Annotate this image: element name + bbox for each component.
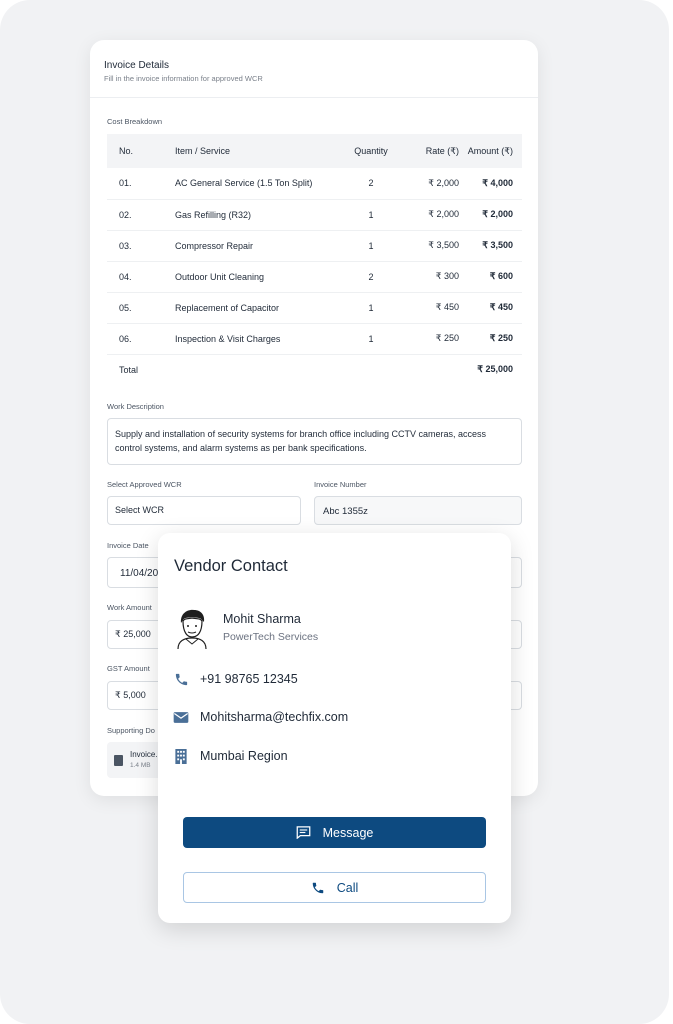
select-wcr-label: Select Approved WCR [107,480,182,489]
vendor-region: Mumbai Region [200,749,288,763]
row-amount: ₹ 2,000 [459,199,522,230]
vendor-name: Mohit Sharma [223,612,301,626]
message-icon [296,826,311,839]
row-rate: ₹ 450 [401,292,459,323]
cost-breakdown-label: Cost Breakdown [107,117,163,126]
column-header-rate: Rate (₹) [425,145,459,156]
email-icon [173,709,189,725]
row-no: 01. [107,168,175,199]
invoice-date-label: Invoice Date [107,541,149,550]
row-item: Gas Refilling (R32) [175,199,341,230]
row-quantity: 1 [341,230,401,261]
invoice-date-field[interactable]: 11/04/20 [107,557,301,588]
call-button[interactable] [183,872,486,903]
row-amount: ₹ 3,500 [459,230,522,261]
row-no: 05. [107,292,175,323]
column-header-amount: Amount (₹) [467,145,513,156]
row-item: Outdoor Unit Cleaning [175,261,341,292]
table-row [107,168,522,199]
work-amount-label: Work Amount [107,603,152,612]
column-header-item: Item / Service [175,146,231,156]
column-header-no: No. [119,146,134,156]
table-total-row [107,354,522,385]
row-amount: ₹ 250 [459,323,522,354]
message-button[interactable] [183,817,486,848]
table-row [107,230,522,261]
invoice-header [90,40,538,98]
total-value: ₹ 25,000 [477,364,513,375]
call-button-label: Call [336,880,359,895]
gst-amount-label: GST Amount [107,664,150,673]
vendor-company: PowerTech Services [223,631,319,643]
avatar [174,607,210,649]
row-amount: ₹ 4,000 [459,168,522,199]
call-icon [311,881,325,895]
building-icon [173,748,189,764]
table-row [107,199,522,230]
row-item: Inspection & Visit Charges [175,323,341,354]
message-button-label: Message [322,825,374,840]
invoice-number-field[interactable]: Abc 1355z [314,496,522,525]
row-amount: ₹ 600 [459,261,522,292]
select-wcr-dropdown[interactable]: Select WCR [107,496,301,525]
row-item: AC General Service (1.5 Ton Split) [175,168,341,199]
row-item: Replacement of Capacitor [175,292,341,323]
vendor-phone-row[interactable] [173,669,298,689]
table-row [107,323,522,354]
row-rate: ₹ 250 [401,323,459,354]
row-no: 04. [107,261,175,292]
row-no: 06. [107,323,175,354]
vendor-contact-title: Vendor Contact [174,557,288,575]
vendor-email: Mohitsharma@techfix.com [200,710,349,724]
row-item: Compressor Repair [175,230,341,261]
row-quantity: 1 [341,292,401,323]
document-name: Invoice. [130,750,158,759]
supporting-docs-label: Supporting Do [107,726,155,735]
vendor-region-row [173,746,288,766]
document-size: 1.4 MB [130,762,151,769]
row-quantity: 1 [341,323,401,354]
row-rate: ₹ 2,000 [401,168,459,199]
row-rate: ₹ 2,000 [401,199,459,230]
work-description-label: Work Description [107,402,164,411]
row-rate: ₹ 300 [401,261,459,292]
pdf-file-icon [114,755,123,766]
invoice-title: Invoice Details [104,60,170,71]
row-no: 03. [107,230,175,261]
total-label: Total [119,364,139,375]
vendor-phone: +91 98765 12345 [200,672,298,686]
vendor-email-row[interactable] [173,707,348,727]
row-quantity: 2 [341,168,401,199]
cost-breakdown-table [107,134,522,385]
column-header-quantity: Quantity [354,146,388,156]
row-amount: ₹ 450 [459,292,522,323]
table-header-row [107,134,522,168]
row-quantity: 2 [341,261,401,292]
work-description-field[interactable]: Supply and installation of security systems for branch office including CCTV cameras, access control systems, and alarm systems as per bank specifications. [107,418,522,465]
row-quantity: 1 [341,199,401,230]
invoice-subtitle: Fill in the invoice information for approved WCR [104,74,263,83]
work-amount-field[interactable]: ₹ 25,000 [107,620,301,649]
table-row [107,292,522,323]
invoice-number-label: Invoice Number [314,480,367,489]
table-row [107,261,522,292]
vendor-contact-card [158,533,511,923]
phone-icon [173,671,189,687]
row-no: 02. [107,199,175,230]
row-rate: ₹ 3,500 [401,230,459,261]
gst-amount-field[interactable]: ₹ 5,000 [107,681,301,710]
